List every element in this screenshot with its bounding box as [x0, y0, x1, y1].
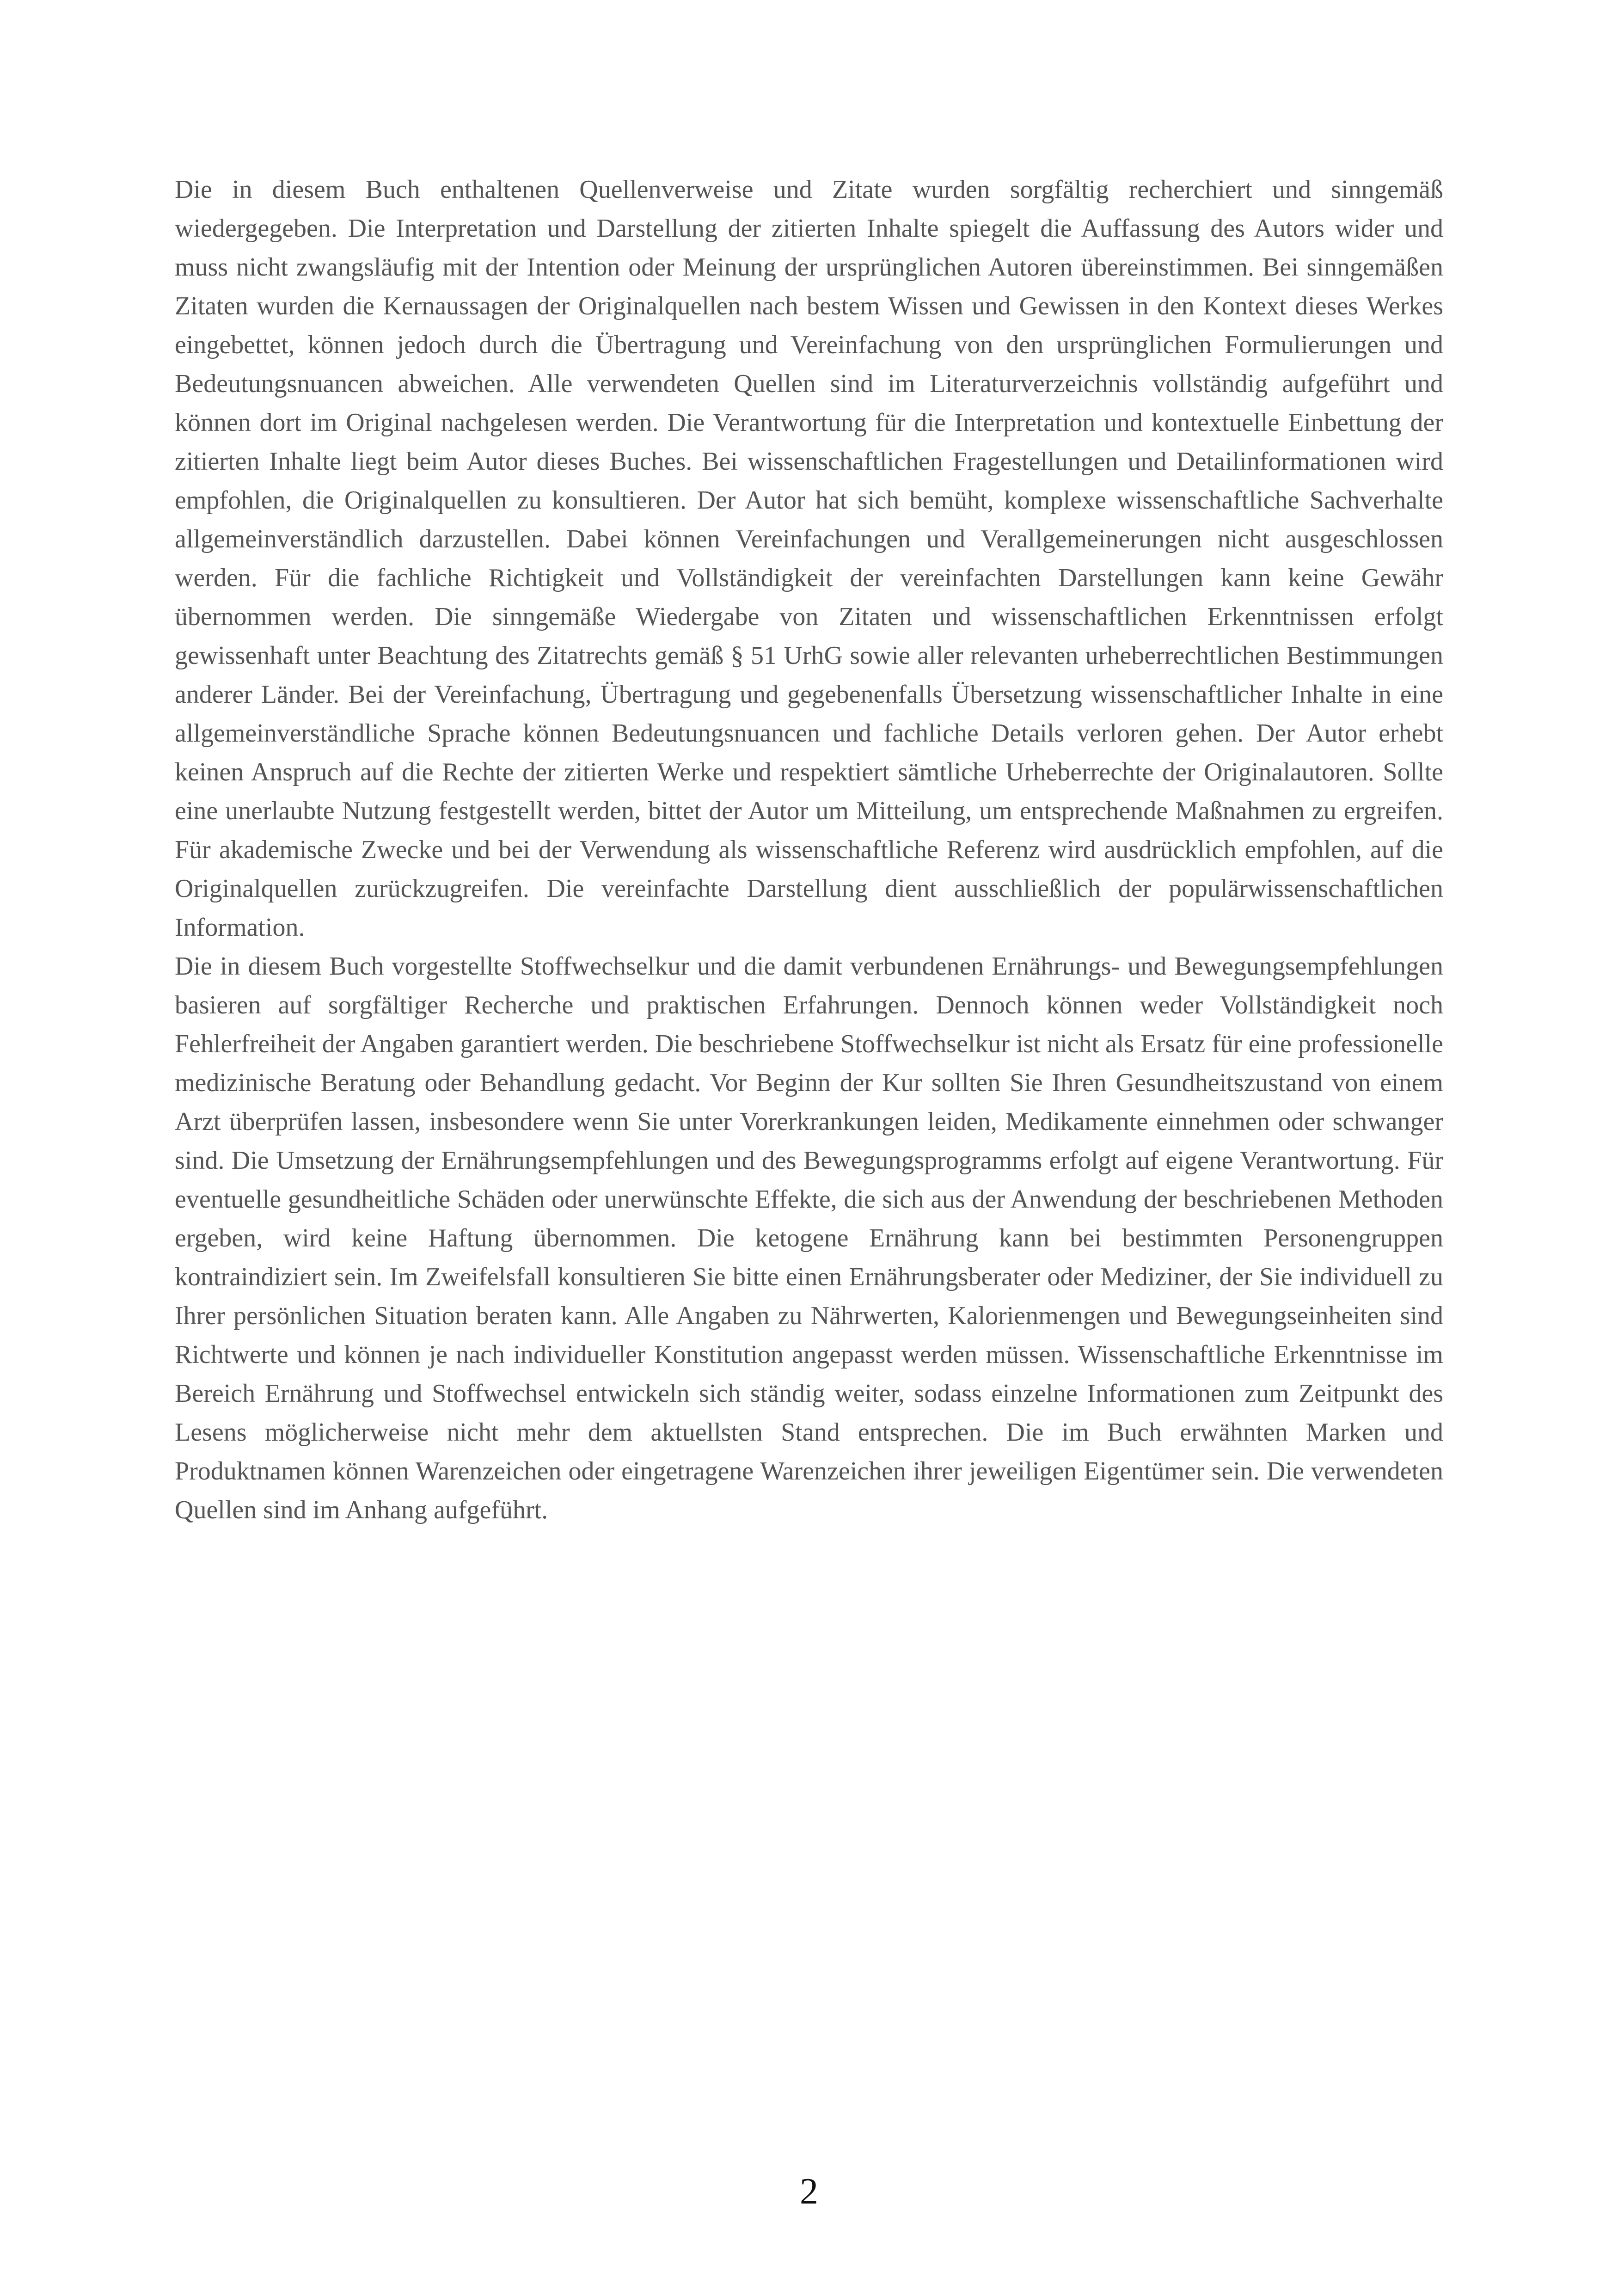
paragraph-sources-disclaimer: Die in diesem Buch enthaltenen Quellenverweise und Zitate wurden sorgfältig recherchiert und sinngemäß wiedergegeben. Die Interpretation und Darstellung der zitierten Inhalte spiegelt die Auffassung des Autors wider und muss nicht zwangsläufig mit der Intention oder Meinung der ursprünglichen Autoren übereinstimmen. Bei sinngemäßen Zitaten wurden die Kernaussagen der Originalquellen nach bestem Wissen und Gewissen in den Kontext dieses Werkes eingebettet, können jedoch durch die Übertragung und Vereinfachung von den ursprünglichen Formulierungen und Bedeutungsnuancen abweichen. Alle verwendeten Quellen sind im Literaturverzeichnis vollständig aufgeführt und können dort im Original nachgelesen werden. Die Verantwortung für die Interpretation und kontextuelle Einbettung der zitierten Inhalte liegt beim Autor dieses Buches. Bei wissenschaftlichen Fragestellungen und Detailinformationen wird empfohlen, die Originalquellen zu konsultieren. Der Autor hat sich bemüht, komplexe wissenschaftliche Sachverhalte allgemeinverständlich darzustellen. Dabei können Vereinfachungen und Verallgemeinerungen nicht ausgeschlossen werden. Für die fachliche Richtigkeit und Vollständigkeit der vereinfachten Darstellungen kann keine Gewähr übernommen werden. Die sinngemäße Wiedergabe von Zitaten und wissenschaftlichen Erkenntnissen erfolgt gewissenhaft unter Beachtung des Zitatrechts gemäß § 51 UrhG sowie aller relevanten urheberrechtlichen Bestimmungen anderer Länder. Bei der Vereinfachung, Übertragung und gegebenenfalls Übersetzung wissenschaftlicher Inhalte in eine allgemeinverständliche Sprache können Bedeutungsnuancen und fachliche Details verloren gehen. Der Autor erhebt keinen Anspruch auf die Rechte der zitierten Werke und respektiert sämtliche Urheberrechte der Originalautoren. Sollte eine unerlaubte Nutzung festgestellt werden, bittet der Autor um Mitteilung, um entsprechende Maßnahmen zu ergreifen. Für akademische Zwecke und bei der Verwendung als wissenschaftliche Referenz wird ausdrücklich empfohlen, auf die Originalquellen zurückzugreifen. Die vereinfachte Darstellung dient ausschließlich der populärwissenschaftlichen Information.: [175, 175, 1443, 942]
body-text: [175, 170, 1443, 1529]
paragraph-health-disclaimer: Die in diesem Buch vorgestellte Stoffwechselkur und die damit verbundenen Ernährungs- und Bewegungsempfehlungen basieren auf sorgfältiger Recherche und praktischen Erfahrungen. Dennoch können weder Vollständigkeit noch Fehlerfreiheit der Angaben garantiert werden. Die beschriebene Stoffwechselkur ist nicht als Ersatz für eine professionelle medizinische Beratung oder Behandlung gedacht. Vor Beginn der Kur sollten Sie Ihren Gesundheitszustand von einem Arzt überprüfen lassen, insbesondere wenn Sie unter Vorerkrankungen leiden, Medikamente einnehmen oder schwanger sind. Die Umsetzung der Ernährungsempfehlungen und des Bewegungsprogramms erfolgt auf eigene Verantwortung. Für eventuelle gesundheitliche Schäden oder unerwünschte Effekte, die sich aus der Anwendung der beschriebenen Methoden ergeben, wird keine Haftung übernommen. Die ketogene Ernährung kann bei bestimmten Personengruppen kontraindiziert sein. Im Zweifelsfall konsultieren Sie bitte einen Ernährungsberater oder Mediziner, der Sie individuell zu Ihrer persönlichen Situation beraten kann. Alle Angaben zu Nährwerten, Kalorienmengen und Bewegungseinheiten sind Richtwerte und können je nach individueller Konstitution angepasst werden müssen. Wissenschaftliche Erkenntnisse im Bereich Ernährung und Stoffwechsel entwickeln sich ständig weiter, sodass einzelne Informationen zum Zeitpunkt des Lesens möglicherweise nicht mehr dem aktuellsten Stand entsprechen. Die im Buch erwähnten Marken und Produktnamen können Warenzeichen oder eingetragene Warenzeichen ihrer jeweiligen Eigentümer sein. Die verwendeten Quellen sind im Anhang aufgeführt.: [175, 952, 1443, 1524]
page-number: 2: [800, 2171, 818, 2212]
